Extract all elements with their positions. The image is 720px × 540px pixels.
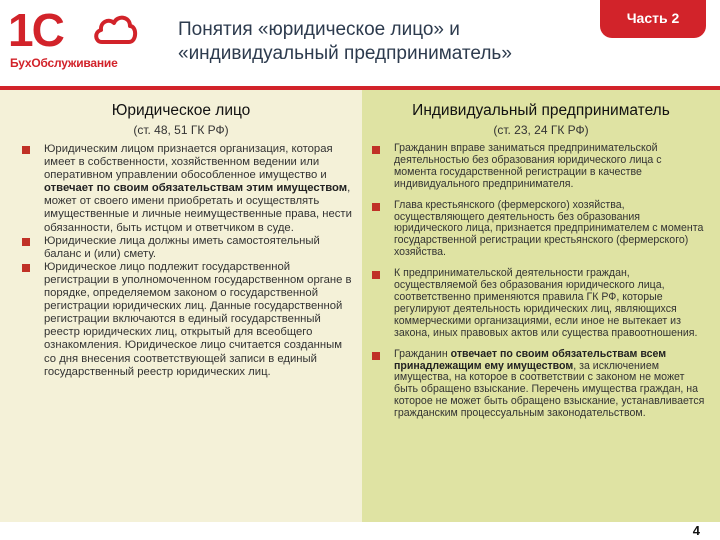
entrepreneur-list	[394, 143, 706, 429]
square-bullet-icon	[372, 271, 380, 279]
square-bullet-icon	[22, 264, 30, 272]
square-bullet-icon	[372, 146, 380, 154]
legal-entity-column	[0, 90, 362, 522]
list-item: Гражданин отвечает по своим обязательствам всем принадлежащим ему имуществом, за исключением имущества, на которое в соответствии с законом не может быть обращено взыскание. Перечень имущества граждан, на которое не может быть обращено взыскание, устанавливается гражданским процессуальным законодательством.	[394, 349, 706, 420]
entrepreneur-heading: Индивидуальный предприниматель	[412, 102, 670, 119]
footer-band	[0, 522, 720, 540]
entrepreneur-reference: (ст. 23, 24 ГК РФ)	[493, 123, 589, 137]
page-title-line-1: Понятия «юридическое лицо» и	[178, 19, 460, 40]
square-bullet-icon	[372, 203, 380, 211]
entrepreneur-column	[362, 90, 720, 522]
legal-entity-list	[44, 143, 356, 379]
logo-subtitle: БухОбслуживание	[10, 56, 118, 70]
list-item: Глава крестьянского (фермерского) хозяйства, осуществляющего деятельность без образования юридического лица, признается предпринимателем с момента государственной регистрации крестьянского (фермерского) хозяйства.	[394, 200, 706, 260]
page-title-line-2: «индивидуальный предприниматель»	[178, 43, 512, 64]
square-bullet-icon	[22, 238, 30, 246]
list-item: Юридическим лицом признается организация, которая имеет в собственности, хозяйственном ведении или оперативном управлении обособленное имущество и отвечает по своим обязательствам этим имуществом, может от своего имени приобретать и осуществлять имущественные и личные неимущественные права, нести обязанности, быть истцом и ответчиком в суде.	[44, 143, 356, 235]
cloud-icon	[92, 12, 138, 46]
square-bullet-icon	[372, 352, 380, 360]
square-bullet-icon	[22, 146, 30, 154]
part-badge: Часть 2	[600, 0, 706, 38]
company-logo	[8, 6, 168, 76]
list-item: К предпринимательской деятельности граждан, осуществляемой без образования юридического лица, соответственно применяются правила ГК РФ, которые регулируют деятельность юридических лиц, являющихся коммерческими организациями, если иное не вытекает из закона, иных правовых актов или существа правоотношения.	[394, 268, 706, 339]
legal-entity-reference: (ст. 48, 51 ГК РФ)	[133, 123, 229, 137]
list-item: Юридические лица должны иметь самостоятельный баланс и (или) смету.	[44, 235, 356, 261]
legal-entity-heading: Юридическое лицо	[111, 102, 251, 119]
logo-mark: 1С	[8, 4, 63, 56]
list-item: Гражданин вправе заниматься предпринимательской деятельностью без образования юридического лица с момента государственной регистрации в качестве индивидуального предпринимателя.	[394, 143, 706, 191]
page-number: 4	[692, 523, 700, 538]
list-item: Юридическое лицо подлежит государственной регистрации в уполномоченном государственном органе в порядке, определяемом законом о государственной регистрации юридических лиц. Данные государственной регистрации включаются в единый государственный реестр юридических лиц, открытый для всеобщего ознакомления. Юридическое лицо считается созданным со дня внесения соответствующей записи в единый государственный реестр юридических лиц.	[44, 261, 356, 379]
page-title	[178, 18, 618, 66]
